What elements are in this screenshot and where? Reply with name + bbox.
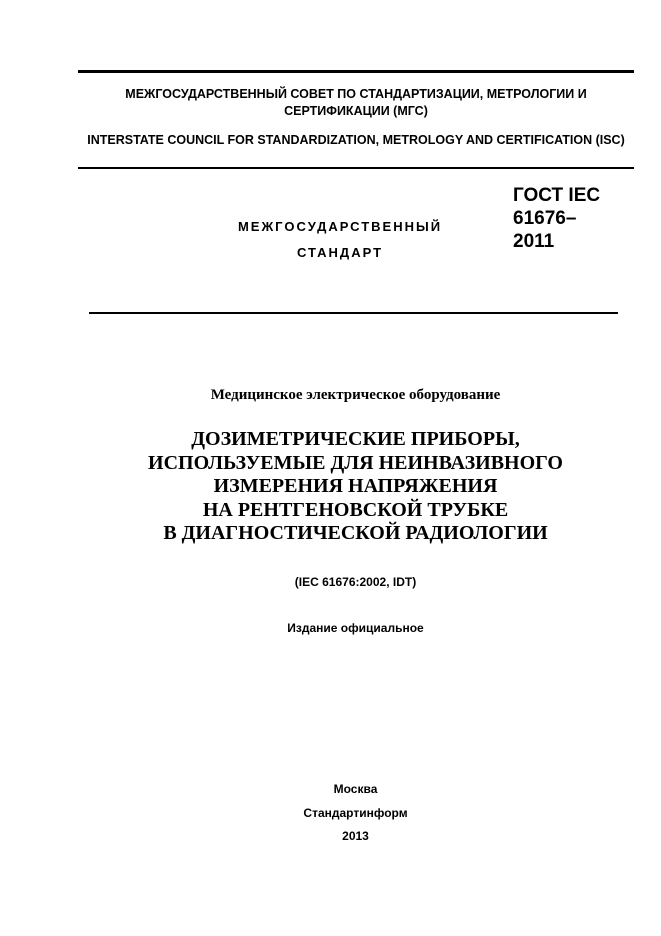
standard-number xyxy=(513,184,653,253)
standard-kind-line2: СТАНДАРТ xyxy=(296,245,384,260)
standard-kind-line1: МЕЖГОСУДАРСТВЕННЫЙ xyxy=(237,219,443,234)
standard-number-line: 61676– xyxy=(513,208,577,229)
council-name-ru: МЕЖГОСУДАРСТВЕННЫЙ СОВЕТ ПО СТАНДАРТИЗАЦИИ, МЕТРОЛОГИИ И СЕРТИФИКАЦИИ (МГС) xyxy=(125,87,587,118)
iec-reference: (IEC 61676:2002, IDT) xyxy=(294,575,417,589)
edition-label: Издание официальное xyxy=(287,621,424,635)
title-line: ИСПОЛЬЗУЕМЫЕ ДЛЯ НЕИНВАЗИВНОГО xyxy=(148,451,563,474)
title-line: НА РЕНТГЕНОВСКОЙ ТРУБКЕ xyxy=(202,498,509,521)
standard-number-line: ГОСТ IEC xyxy=(513,185,601,206)
title-line: ДОЗИМЕТРИЧЕСКИЕ ПРИБОРЫ, xyxy=(191,428,520,450)
title-line: ИЗМЕРЕНИЯ НАПРЯЖЕНИЯ xyxy=(213,475,498,498)
header-rule xyxy=(78,167,634,169)
document-title xyxy=(0,428,661,546)
council-name-en: INTERSTATE COUNCIL FOR STANDARDIZATION, METROLOGY AND CERTIFICATION (ISC) xyxy=(87,133,625,147)
standard-number-line: 2011 xyxy=(513,231,555,252)
title-line: В ДИАГНОСТИЧЕСКОЙ РАДИОЛОГИИ xyxy=(163,522,548,545)
imprint-year: 2013 xyxy=(342,829,369,843)
top-rule xyxy=(78,70,634,73)
separator-rule xyxy=(89,312,618,314)
imprint-publisher: Стандартинформ xyxy=(303,806,408,820)
imprint-city: Москва xyxy=(333,782,378,796)
document-subject: Медицинское электрическое оборудование xyxy=(210,387,501,403)
